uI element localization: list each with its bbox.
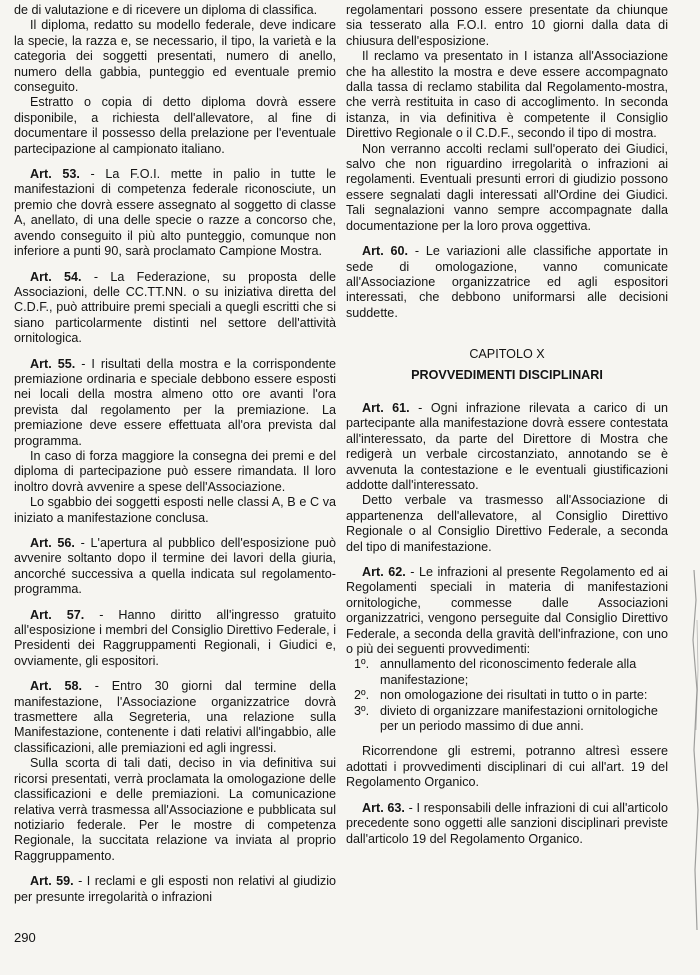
list-number: 3º. <box>354 703 370 718</box>
article-text: - La Federazione, su proposta delle Associazioni, delle CC.TT.NN. o su iniziativa diretta del C.D.F., può attribuire premi speciali a quegli escritti che si siano particolarmente distinti nel settore dell'attività ornitologica. <box>14 269 337 346</box>
article-56 <box>14 536 336 598</box>
list-number: 1º. <box>354 657 370 672</box>
article-59 <box>14 874 336 905</box>
article-62 <box>346 565 668 657</box>
article-54 <box>14 270 336 347</box>
article-text: - Le variazioni alle classifiche apportate in sede di omologazione, vanno comunicate all'Associazione organizzatrice ed agli espositori interessati, che debbono uniformarsi alle decisioni suddette. <box>346 244 668 320</box>
article-text: - L'apertura al pubblico dell'esposizione può avvenire soltanto dopo il termine dei lavori della giuria, ancorché successiva a quella indicata sul regolamento-programma. <box>14 536 336 597</box>
article-label: Art. 61. <box>362 400 410 415</box>
article-53 <box>14 167 336 259</box>
article-text: - I responsabili delle infrazioni di cui all'articolo precedente sono oggetti alle sanzioni disciplinari previste dall'articolo 19 del Regolamento Organico. <box>346 800 668 846</box>
article-label: Art. 59. <box>30 874 74 889</box>
paragraph: In caso di forza maggiore la consegna dei premi e del diploma di partecipazione può essere rimandata. Il loro inoltro dovrà avvenire a spese dell'Associazione. <box>14 448 336 494</box>
article-60 <box>346 244 668 321</box>
paragraph: Non verranno accolti reclami sull'operato dei Giudici, salvo che non riguardino irregolarità o infrazioni ai regolamenti. Eventuali presunti errori di giudizio possono essere segnalati dagli interessati all'Ordine dei Giudici. Tali segnalazioni vanno sempre accompagnate dalla documentazione per la loro prova oggettiva. <box>346 141 668 233</box>
article-text: - Ogni infrazione rilevata a carico di un partecipante alla manifestazione dovrà essere contestata all'interessato, da parte del Direttore di Mostra che redigerà un verbale circostanziato, annotando se è avvenuta la contestazione e le eventuali giustificazioni addotte dall'interessato. <box>346 400 668 492</box>
article-text: - La F.O.I. mette in palio in tutte le manifestazioni di competenza federale riconosciute, un premio che dovrà essere assegnato al soggetto di classe A, anellato, di una delle specie o razze a concorso che, avendo conseguito il più alto punteggio, comunque non inferiore a punti 90, sarà proclamato Campione Mostra. <box>14 167 337 259</box>
list-item <box>346 657 668 688</box>
article-text: - Le infrazioni al presente Regolamento ed ai Regolamenti speciali in materia di manifestazioni ornitologiche, commesse dalle Associazioni organizzatrici, vengono perseguite dal Consiglio Direttivo Federale, a seconda della gravità dell'infrazione, con uno o più dei seguenti provvedimenti: <box>346 565 668 657</box>
left-column <box>14 3 336 905</box>
article-text: - Entro 30 giorni dal termine della manifestazione, l'Associazione organizzatrice dovrà trasmettere alla Segreteria, una relazione sulla Manifestazione, contenente i dati relativi all'ingabbio, alle classificazioni, alle premiazioni ed agli ingressi. <box>14 679 336 755</box>
paragraph: Detto verbale va trasmesso all'Associazione di appartenenza dell'allevatore, al Consiglio Direttivo Regionale o al Consiglio Direttivo Federale, a seconda del tipo di manifestazione. <box>346 493 668 554</box>
article-text: - I reclami e gli esposti non relativi al giudizio per presunte irregolarità o infrazioni <box>14 874 337 904</box>
chapter-subtitle: PROVVEDIMENTI DISCIPLINARI <box>411 367 603 382</box>
list-item <box>346 688 668 703</box>
scan-edge-marks <box>682 560 700 940</box>
article-label: Art. 53. <box>30 167 80 182</box>
article-57 <box>14 608 336 670</box>
paragraph: Sulla scorta di tali dati, deciso in via definitiva sui ricorsi presentati, verrà proclamata la omologazione delle classificazioni e delle premiazioni. La comunicazione relativa verrà trasmessa all'Associazione e pubblicata sul notiziario federale. Per le mostre di competenza Regionale, la succitata relazione va inviata al proprio Raggruppamento. <box>14 756 336 863</box>
article-61 <box>346 401 668 493</box>
measures-list <box>346 657 668 734</box>
article-55 <box>14 357 336 449</box>
article-58 <box>14 679 336 756</box>
list-number: 2º. <box>354 688 370 703</box>
paragraph: Ricorrendone gli estremi, potranno altresì essere adottati i provvedimenti disciplinari di cui all'art. 19 del Regolamento Organico. <box>346 744 668 790</box>
article-label: Art. 55. <box>30 356 76 371</box>
article-label: Art. 63. <box>362 800 405 815</box>
article-label: Art. 56. <box>30 536 75 550</box>
article-text: - I risultati della mostra e la corrispondente premiazione ordinaria e speciale debbono essere esposti nei locali della mostra almeno otto ore avanti l'ora prevista dal regolamento per la premiazione. La premiazione deve essere effettuata all'ora prevista dal programma. <box>14 356 336 448</box>
paragraph: de di valutazione e di ricevere un diploma di classifica. <box>14 3 318 17</box>
paragraph: Estratto o copia di detto diploma dovrà essere disponibile, a richiesta dell'allevatore, al fine di documentare il possesso della prelazione per l'eventuale partecipazione al campionato italiano. <box>14 95 336 156</box>
paragraph: Lo sgabbio dei soggetti esposti nelle classi A, B e C va iniziato a manifestazione conclusa. <box>14 495 336 525</box>
list-text: annullamento del riconoscimento federale alla manifestazione; <box>380 657 637 687</box>
right-column <box>346 3 668 847</box>
paragraph: Il diploma, redatto su modello federale, deve indicare la specie, la razza e, se necessario, il tipo, la varietà e la categoria dei soggetti presentati, numero di anello, numero della gabbia, punteggio ed eventuale premio conseguito. <box>14 18 336 95</box>
article-label: Art. 54. <box>30 269 82 284</box>
page-number: 290 <box>14 930 36 945</box>
article-label: Art. 58. <box>30 679 82 694</box>
paragraph: regolamentari possono essere presentate da chiunque sia tesserato alla F.O.I. entro 10 giorni dalla data di chiusura dell'esposizione. <box>346 3 668 48</box>
article-label: Art. 60. <box>362 244 409 259</box>
article-text: - Hanno diritto all'ingresso gratuito all'esposizione i membri del Consiglio Direttivo Federale, i Presidenti dei Raggruppamenti Regionali, i Giudici e, ovviamente, gli espositori. <box>14 607 336 668</box>
article-label: Art. 62. <box>362 565 406 579</box>
chapter-title: CAPITOLO X <box>469 347 545 362</box>
list-text: divieto di organizzare manifestazioni ornitologiche per un periodo massimo di due anni. <box>380 703 658 734</box>
list-item <box>346 704 668 735</box>
list-text: non omologazione dei risultati in tutto o in parte: <box>380 688 648 703</box>
paragraph: Il reclamo va presentato in I istanza all'Associazione che ha allestito la mostra e deve essere accompagnato dalla tassa di reclamo stabilita dal Regolamento-mostra, che verrà restituita in caso di accoglimento. In seconda istanza, in via definitiva è competente il Consiglio Direttivo Regionale o il C.D.F., secondo il tipo di mostra. <box>346 49 668 141</box>
article-label: Art. 57. <box>30 607 85 622</box>
article-63 <box>346 801 668 847</box>
